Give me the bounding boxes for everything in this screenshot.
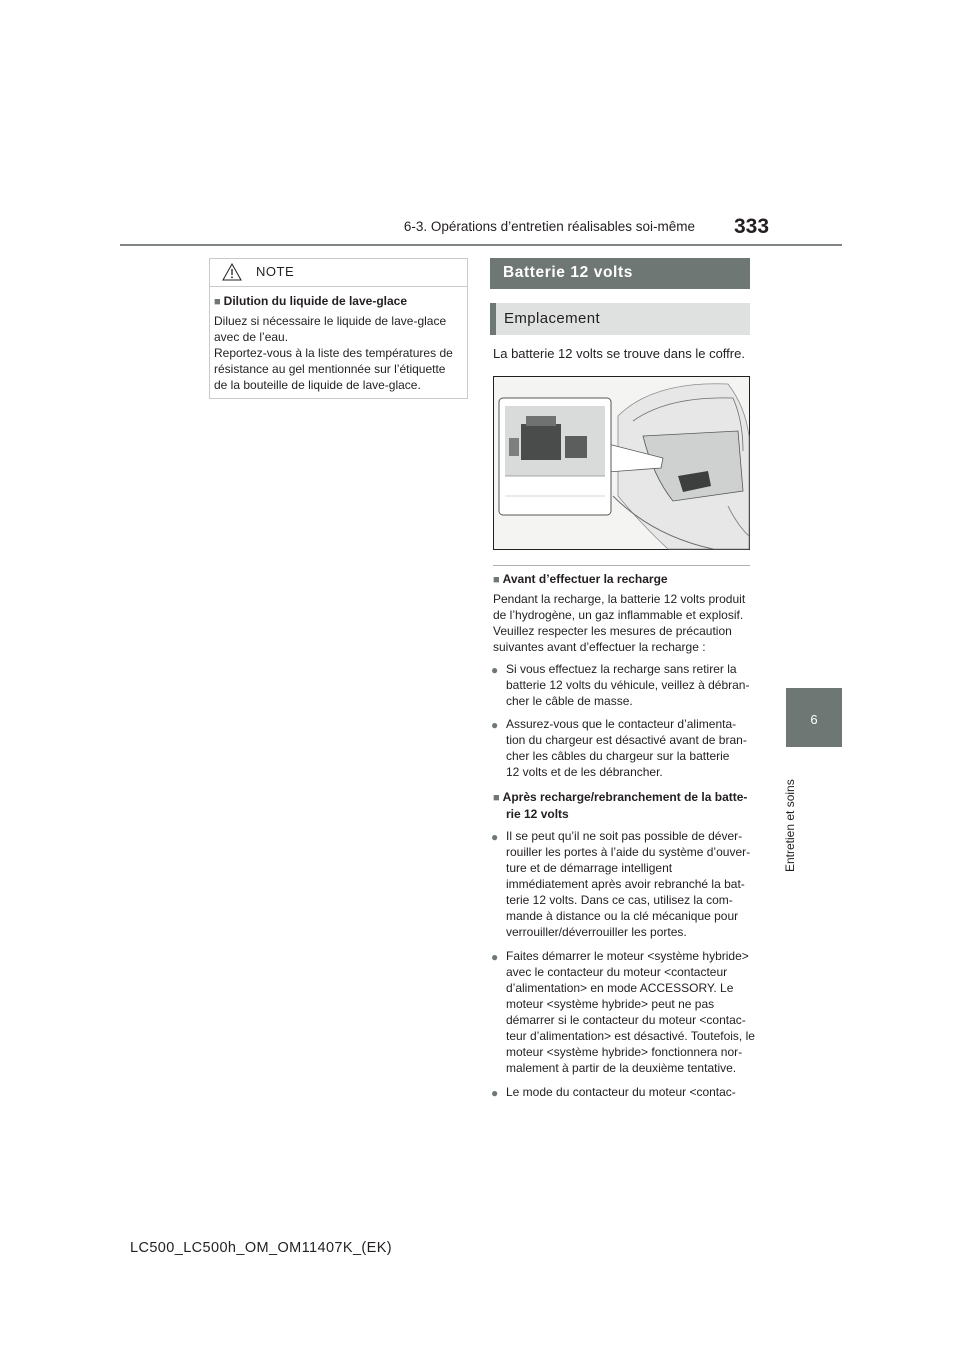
round-bullet-icon: ● — [491, 718, 499, 732]
note-subheading-text: Dilution du liquide de lave-glace — [223, 294, 408, 308]
page-number: 333 — [734, 215, 770, 238]
note-line: Reportez-vous à la liste des températures de — [214, 346, 453, 360]
before-charging-heading-text: Avant d’effectuer la recharge — [502, 572, 668, 586]
before-charging-intro — [493, 591, 750, 655]
document-code: LC500_LC500h_OM_OM11407K_(EK) — [130, 1240, 393, 1256]
list-item-line: Il se peut qu’il ne soit pas possible de déver- — [506, 829, 743, 843]
note-header — [210, 259, 467, 287]
figure-divider — [493, 565, 750, 566]
warning-triangle-icon — [222, 263, 242, 281]
list-item-line: avec le contacteur du moteur <contacteur — [506, 965, 728, 979]
square-bullet-icon: ■ — [214, 296, 221, 308]
list-item-line: rouiller les portes à l’aide du système d’ouver- — [506, 845, 751, 859]
chapter-label-text: Entretien et soins — [783, 779, 797, 872]
list-item-line: tion du chargeur est désactivé avant de bran- — [506, 733, 747, 747]
note-subheading — [214, 294, 407, 308]
before-charging-heading — [493, 572, 668, 586]
list-item-line: immédiatement après avoir rebranché la bat- — [506, 877, 745, 891]
note-body — [214, 313, 464, 393]
after-charging-heading — [493, 789, 747, 822]
header-divider — [120, 244, 842, 246]
note-line: Diluez si nécessaire le liquide de lave-glace — [214, 314, 447, 328]
round-bullet-icon: ● — [491, 663, 499, 677]
list-item-line: batterie 12 volts du véhicule, veillez à débran- — [506, 678, 750, 692]
list-item-line: moteur <système hybride> fonctionnera nor- — [506, 1045, 743, 1059]
square-bullet-icon: ■ — [493, 792, 500, 804]
note-title: NOTE — [256, 264, 295, 279]
after-charging-heading-line: Après recharge/rebranchement de la batte- — [502, 790, 748, 804]
list-item-line: ture et de démarrage intelligent — [506, 861, 673, 875]
paragraph-line: suivantes avant d’effectuer la recharge : — [493, 640, 706, 654]
list-item — [491, 828, 756, 940]
section-title-header: 6-3. Opérations d’entretien réalisables soi-même — [403, 219, 695, 234]
list-item-line: 12 volts et de les débrancher. — [506, 765, 663, 779]
list-item-line: cher le câble de masse. — [506, 694, 633, 708]
paragraph-line: Pendant la recharge, la batterie 12 volts produit — [493, 592, 746, 606]
list-item-line: moteur <système hybride> peut ne pas — [506, 997, 715, 1011]
list-item — [491, 661, 756, 709]
list-item-line: terie 12 volts. Dans ce cas, utilisez la com- — [506, 893, 733, 907]
list-item — [491, 1084, 756, 1100]
section-heading: Batterie 12 volts — [503, 264, 633, 281]
chapter-label — [781, 760, 805, 872]
list-item — [491, 948, 756, 1076]
round-bullet-icon: ● — [491, 1086, 499, 1100]
list-item-line: Si vous effectuez la recharge sans retirer la — [506, 662, 737, 676]
chapter-number: 6 — [810, 712, 818, 727]
list-item-line: malement à partir de la deuxième tentative. — [506, 1061, 737, 1075]
round-bullet-icon: ● — [491, 830, 499, 844]
list-item-line: Assurez-vous que le contacteur d’alimenta- — [506, 717, 737, 731]
list-item-line: Le mode du contacteur du moteur <contac- — [506, 1085, 736, 1099]
after-charging-heading-line: rie 12 volts — [506, 807, 569, 821]
subsection-heading: Emplacement — [504, 310, 601, 327]
list-item-line: mande à distance ou la clé mécanique pour — [506, 909, 739, 923]
note-line: résistance au gel mentionnée sur l’étiquette — [214, 362, 446, 376]
list-item-line: cher les câbles du chargeur sur la batterie — [506, 749, 730, 763]
location-text: La batterie 12 volts se trouve dans le coffre. — [493, 346, 745, 361]
list-item — [491, 716, 756, 780]
list-item-line: Faites démarrer le moteur <système hybride> — [506, 949, 749, 963]
note-line: de la bouteille de liquide de lave-glace. — [214, 378, 421, 392]
subsection-accent — [490, 303, 496, 335]
list-item-line: démarrer si le contacteur du moteur <contac- — [506, 1013, 746, 1027]
paragraph-line: de l’hydrogène, un gaz inflammable et explosif. — [493, 608, 744, 622]
paragraph-line: Veuillez respecter les mesures de précaution — [493, 624, 732, 638]
list-item-line: verrouiller/déverrouiller les portes. — [506, 925, 687, 939]
list-item-line: d’alimentation> en mode ACCESSORY. Le — [506, 981, 734, 995]
battery-location-illustration — [493, 376, 750, 550]
list-item-line: teur d’alimentation> est désactivé. Toutefois, le — [506, 1029, 755, 1043]
square-bullet-icon: ■ — [493, 574, 500, 586]
round-bullet-icon: ● — [491, 950, 499, 964]
note-line: avec de l’eau. — [214, 330, 289, 344]
